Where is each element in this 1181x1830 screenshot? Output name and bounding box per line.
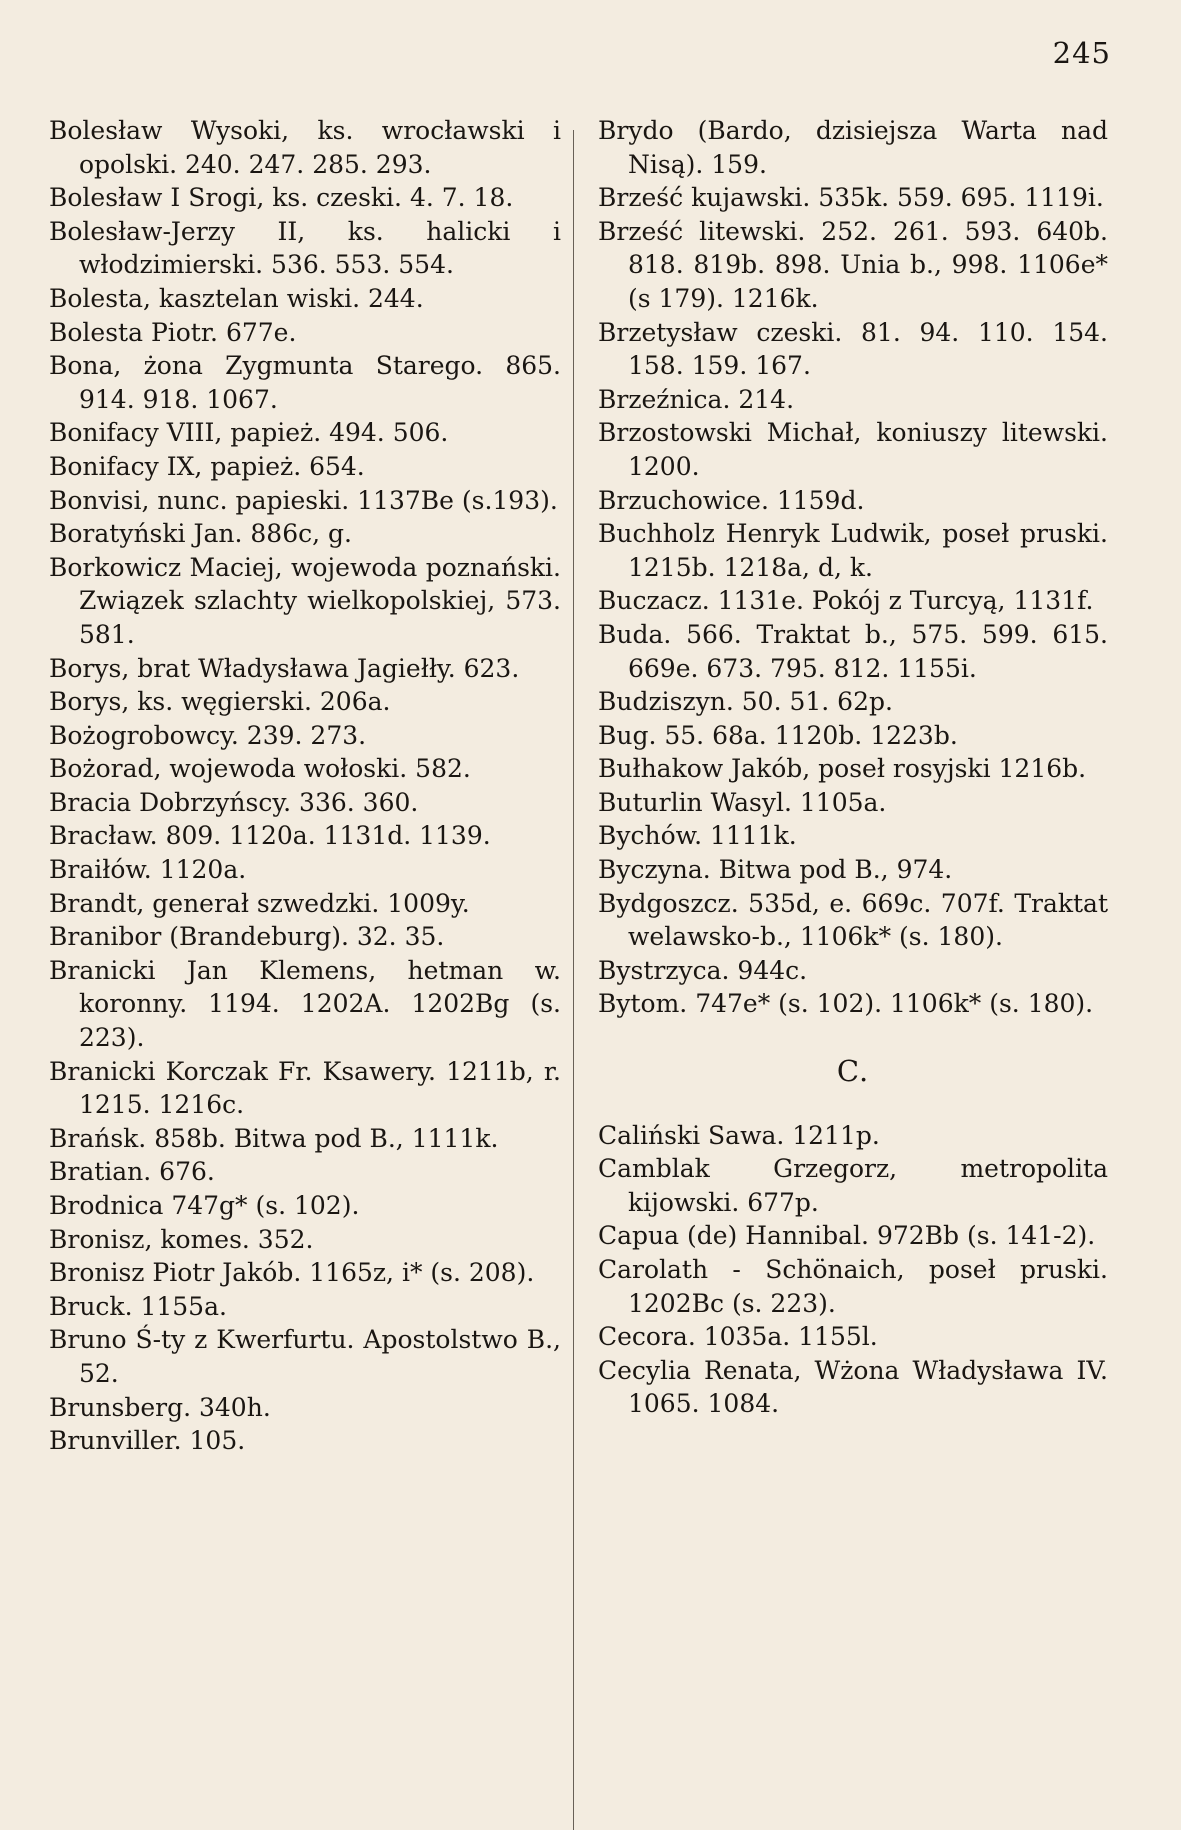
index-entry: Bożorad, wojewoda wołoski. 582. xyxy=(49,754,471,784)
index-entry: Bolesta, kasztelan wiski. 244. xyxy=(49,283,424,313)
index-entry: Brzuchowice. 1159d. xyxy=(598,485,865,515)
index-entry: Camblak Grzegorz, metropolita kijowski. 677p. xyxy=(598,1154,1108,1217)
index-entry: Bonifacy VIII, papież. 494. 506. xyxy=(49,418,449,448)
index-entry: Capua (de) Hannibal. 972Bb (s. 141-2). xyxy=(598,1221,1096,1251)
page-number: 245 xyxy=(1052,36,1111,70)
index-entry: Buczacz. 1131e. Pokój z Turcyą, 1131f. xyxy=(598,586,1094,616)
index-entry: Borys, ks. węgierski. 206a. xyxy=(49,687,391,717)
index-entry: Budziszyn. 50. 51. 62p. xyxy=(598,687,893,717)
index-entry: Brodnica 747g* (s. 102). xyxy=(49,1191,360,1220)
index-entry: Bolesław I Srogi, ks. czeski. 4. 7. 18. xyxy=(49,183,514,213)
index-entry: Cecora. 1035a. 1155l. xyxy=(598,1322,878,1352)
index-entry: Cecylia Renata, Wżona Władysława IV. 1065. 1084. xyxy=(598,1355,1108,1419)
index-entry: Brydo (Bardo, dzisiejsza Warta nad Nisą). 159. xyxy=(598,116,1108,179)
index-entry: Borkowicz Maciej, wojewoda poznański. Związek szlachty wielkopolskiej, 573. 581. xyxy=(49,552,561,649)
index-entry: Bruno Ś-ty z Kwerfurtu. Apostolstwo B., 52. xyxy=(49,1325,561,1388)
left-column xyxy=(49,114,561,1458)
index-entry: Bronisz, komes. 352. xyxy=(49,1224,314,1254)
index-entry: Bolesław-Jerzy II, ks. halicki i włodzimierski. 536. 553. 554. xyxy=(49,216,561,280)
index-entry: Brześć kujawski. 535k. 559. 695. 1119i. xyxy=(598,183,1104,213)
index-entry: Bruck. 1155a. xyxy=(49,1291,227,1321)
index-entry: Boratyński Jan. 886c, g. xyxy=(49,519,352,549)
index-entry: Braiłów. 1120a. xyxy=(49,855,247,885)
index-entry: Bonifacy IX, papież. 654. xyxy=(49,451,365,481)
index-entry: Caliński Sawa. 1211p. xyxy=(598,1120,880,1150)
index-entry: Borys, brat Władysława Jagiełły. 623. xyxy=(49,653,520,683)
index-entry: Brańsk. 858b. Bitwa pod B., 1111k. xyxy=(49,1123,499,1153)
index-entry: Bug. 55. 68a. 1120b. 1223b. xyxy=(598,720,958,750)
index-entry: Brzeźnica. 214. xyxy=(598,384,795,414)
index-entry: Bożogrobowcy. 239. 273. xyxy=(49,720,367,750)
index-entry: Branicki Korczak Fr. Ksawery. 1211b, r. 1215. 1216c. xyxy=(49,1056,561,1120)
index-entry: Brześć litewski. 252. 261. 593. 640b. 818. 819b. 898. Unia b., 998. 1106e* (s 179). 1216k. xyxy=(598,216,1108,313)
index-entry: Brzetysław czeski. 81. 94. 110. 154. 158. 159. 167. xyxy=(598,317,1108,381)
index-entry: Bułhakow Jakób, poseł rosyjski 1216b. xyxy=(598,754,1087,784)
index-entry: Bytom. 747e* (s. 102). 1106k* (s. 180). xyxy=(598,989,1094,1019)
index-entry: Bona, żona Zygmunta Starego. 865. 914. 918. 1067. xyxy=(49,351,561,414)
index-entry: Bracia Dobrzyńscy. 336. 360. xyxy=(49,787,419,817)
index-entry: Bratian. 676. xyxy=(49,1157,215,1187)
index-entry: Carolath - Schönaich, poseł pruski. 1202Bc (s. 223). xyxy=(598,1255,1108,1318)
index-entry: Branibor (Brandeburg). 32. 35. xyxy=(49,922,445,952)
index-entry: Bychów. 1111k. xyxy=(598,821,797,851)
index-entry: Buchholz Henryk Ludwik, poseł pruski. 1215b. 1218a, d, k. xyxy=(598,519,1108,582)
index-entry: Brandt, generał szwedzki. 1009y. xyxy=(49,888,470,918)
index-entry: Bystrzyca. 944c. xyxy=(598,955,808,985)
index-entry: Brunsberg. 340h. xyxy=(49,1392,271,1422)
index-entry: Branicki Jan Klemens, hetman w. koronny. 1194. 1202A. 1202Bg (s. 223). xyxy=(49,955,561,1053)
section-heading: C. xyxy=(836,1054,870,1089)
index-entry: Byczyna. Bitwa pod B., 974. xyxy=(598,855,953,885)
index-entry: Bracław. 809. 1120a. 1131d. 1139. xyxy=(49,821,491,851)
index-entry: Buda. 566. Traktat b., 575. 599. 615. 669e. 673. 795. 812. 1155i. xyxy=(598,619,1108,683)
index-entry: Bolesta Piotr. 677e. xyxy=(49,317,297,347)
index-entry: Brzostowski Michał, koniuszy litewski. 1200. xyxy=(598,418,1108,481)
index-entry: Bolesław Wysoki, ks. wrocławski i opolski. 240. 247. 285. 293. xyxy=(49,116,561,179)
index-entry: Bonvisi, nunc. papieski. 1137Be (s.193). xyxy=(49,485,558,515)
index-entry: Bronisz Piotr Jakób. 1165z, i* (s. 208). xyxy=(49,1258,535,1288)
index-entry: Buturlin Wasyl. 1105a. xyxy=(598,787,887,817)
column-divider xyxy=(573,130,574,1830)
index-entry: Brunviller. 105. xyxy=(49,1426,246,1456)
index-entry: Bydgoszcz. 535d, e. 669c. 707f. Traktat welawsko-b., 1106k* (s. 180). xyxy=(598,888,1108,952)
right-column xyxy=(598,114,1108,1421)
